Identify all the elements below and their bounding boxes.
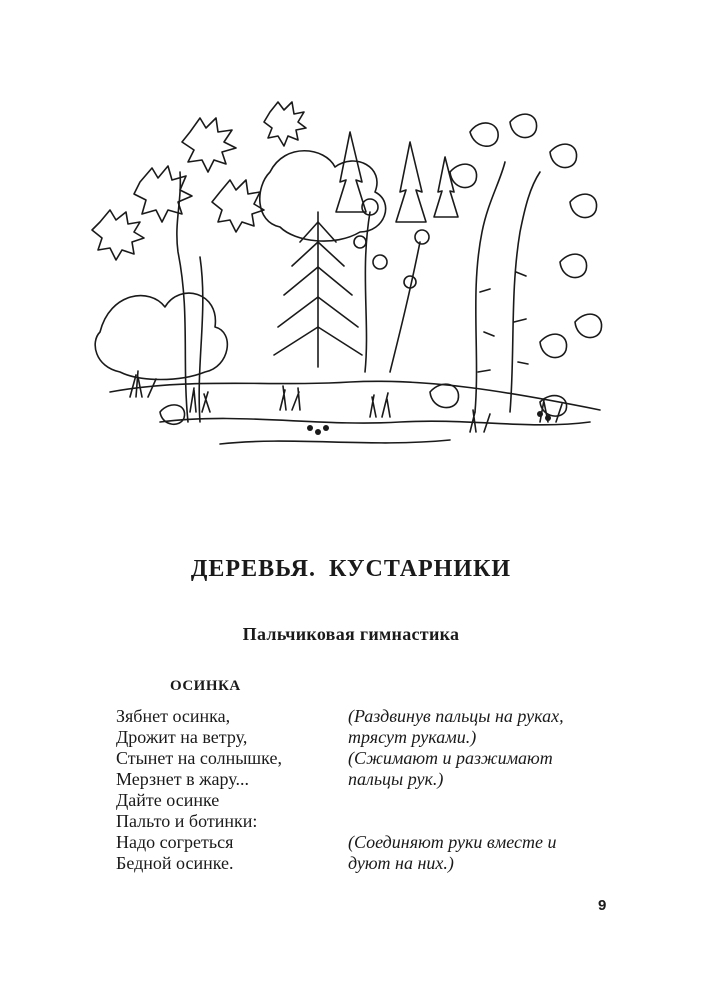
- maple-foliage-left: [92, 102, 306, 260]
- ground-line: [110, 381, 600, 410]
- birch-leaves: [450, 114, 602, 357]
- poem-verse: [116, 706, 346, 874]
- birch-trunk: [510, 172, 540, 412]
- verse-line: Пальто и ботинки:: [116, 811, 258, 831]
- page-title: ДЕРЕВЬЯ. КУСТАРНИКИ: [190, 556, 512, 582]
- birch-trunk: [475, 162, 505, 412]
- conifer-silhouette: [396, 142, 426, 222]
- note-line: пальцы рук.): [348, 769, 444, 789]
- verse-line: Зябнет осинка,: [116, 706, 231, 726]
- poem-title: ОСИНКА: [170, 678, 241, 694]
- gesture-notes: [348, 706, 618, 874]
- conifer-silhouette: [336, 132, 366, 212]
- verse-line: Стынет на солнышке,: [116, 748, 282, 768]
- verse-line: Бедной осинке.: [116, 853, 234, 873]
- note-line: (Сжимают и разжимают: [348, 748, 553, 768]
- bush-left: [95, 293, 227, 379]
- note-line: (Соединяют руки вместе и: [348, 832, 557, 852]
- flowering-plants: [354, 199, 429, 372]
- conifer-silhouette: [434, 157, 458, 217]
- birch-marks: [478, 272, 528, 372]
- ground-line: [220, 440, 450, 444]
- section-subtitle: Пальчиковая гимнастика: [242, 624, 460, 644]
- ground-line: [160, 418, 590, 424]
- tree-trunk-left-2: [199, 257, 203, 422]
- note-line: (Раздвинув пальцы на руках,: [348, 706, 564, 726]
- note-line: трясут руками.): [348, 727, 477, 747]
- verse-line: Дайте осинке: [116, 790, 220, 810]
- forest-illustration: [70, 92, 615, 454]
- verse-line: Мерзнет в жару...: [116, 769, 249, 789]
- verse-line: Дрожит на ветру,: [116, 727, 248, 747]
- note-line: дуют на них.): [348, 853, 454, 873]
- verse-line: Надо согреться: [116, 832, 234, 852]
- page-number: 9: [598, 897, 607, 914]
- small-fir-tree: [274, 212, 362, 367]
